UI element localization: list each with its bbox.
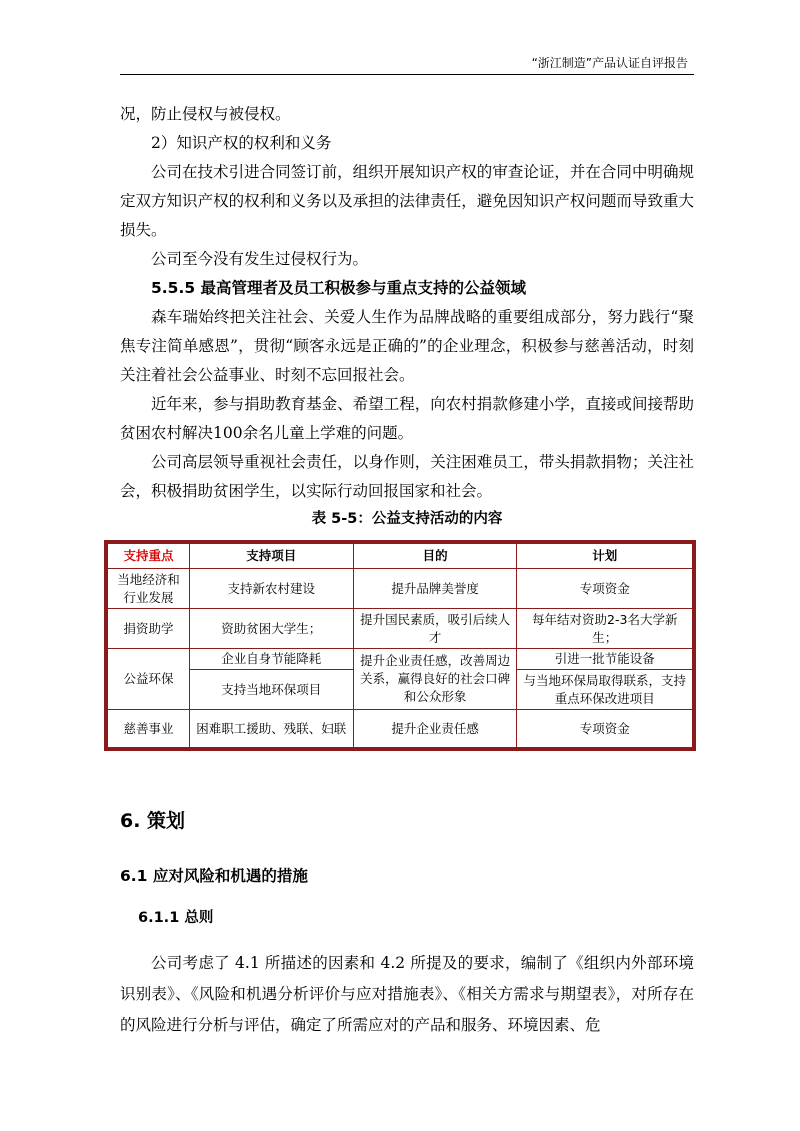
table-cell: 企业自身节能降耗 bbox=[189, 649, 353, 670]
table-cell: 困难职工援助、残联、妇联 bbox=[189, 710, 353, 748]
table-cell: 与当地环保局取得联系，支持重点环保改进项目 bbox=[517, 670, 693, 710]
main-content bbox=[120, 100, 694, 530]
paragraph: 公司至今没有发生过侵权行为。 bbox=[151, 250, 369, 268]
table-cell: 提升企业责任感 bbox=[353, 710, 517, 748]
table-cell: 专项资金 bbox=[517, 569, 693, 609]
paragraph: 公司高层领导重视社会责任，以身作则，关注困难员工，带头捐款捐物；关注社会，积极捐助贫困学生，以实际行动回报国家和社会。 bbox=[120, 453, 694, 500]
table-header-row bbox=[108, 544, 693, 569]
paragraph: 森车瑞始终把关注社会、关爱人生作为品牌战略的重要组成部分，努力践行“聚焦专注简单感恩”，贯彻“顾客永远是正确的”的企业理念，积极参与慈善活动，时刻关注着社会公益事业、时刻不忘回报社会。 bbox=[120, 308, 694, 384]
paragraph: 公司考虑了 4.1 所描述的因素和 4.2 所提及的要求，编制了《组织内外部环境识别表》、《风险和机遇分析评价与应对措施表》、《相关方需求与期望表》，对所存在的风险进行分析与评估，确定了所需应对的产品和服务、环境因素、危 bbox=[120, 954, 694, 1034]
table-cell: 支持新农村建设 bbox=[189, 569, 353, 609]
paragraph: 2）知识产权的权利和义务 bbox=[151, 134, 332, 152]
table-row bbox=[108, 609, 693, 649]
table-caption: 表 5-5：公益支持活动的内容 bbox=[311, 511, 503, 527]
paragraph: 公司在技术引进合同签订前，组织开展知识产权的审查论证，并在合同中明确规定双方知识产权的权利和义务以及承担的法律责任，避免因知识产权问题而导致重大损失。 bbox=[120, 163, 694, 239]
paragraph: 近年来，参与捐助教育基金、希望工程，向农村捐款修建小学，直接或间接帮助贫困农村解决100余名儿童上学难的问题。 bbox=[120, 395, 694, 442]
section-heading-5-5-5: 5.5.5 最高管理者及员工积极参与重点支持的公益领域 bbox=[151, 279, 527, 297]
section-heading: 6.1 应对风险和机遇的措施 bbox=[120, 867, 308, 885]
table-cell: 引进一批节能设备 bbox=[517, 649, 693, 670]
table-cell: 公益环保 bbox=[108, 649, 190, 710]
table-row bbox=[108, 710, 693, 748]
charity-table bbox=[104, 540, 696, 751]
table-row bbox=[108, 569, 693, 609]
table-header-cell: 支持重点 bbox=[108, 544, 190, 569]
table-cell: 捐资助学 bbox=[108, 609, 190, 649]
table-cell: 每年结对资助2-3名大学新生； bbox=[517, 609, 693, 649]
table-header-cell: 目的 bbox=[353, 544, 517, 569]
table-row bbox=[108, 649, 693, 670]
table-cell: 专项资金 bbox=[517, 710, 693, 748]
section6-body bbox=[120, 948, 694, 1041]
table-header-cell: 支持项目 bbox=[189, 544, 353, 569]
paragraph: 况，防止侵权与被侵权。 bbox=[120, 105, 291, 123]
table-cell: 提升国民素质，吸引后续人才 bbox=[353, 609, 517, 649]
subsection-heading: 6.1.1 总则 bbox=[138, 910, 214, 926]
table-cell: 慈善事业 bbox=[108, 710, 190, 748]
table-cell: 资助贫困大学生； bbox=[189, 609, 353, 649]
page-header-title: “浙江制造”产品认证自评报告 bbox=[531, 56, 688, 70]
table-header-cell: 计划 bbox=[517, 544, 693, 569]
header-divider bbox=[120, 74, 694, 75]
table-cell: 提升品牌美誉度 bbox=[353, 569, 517, 609]
table-cell: 提升企业责任感，改善周边关系，赢得良好的社会口碑和公众形象 bbox=[353, 649, 517, 710]
table-cell: 支持当地环保项目 bbox=[189, 670, 353, 710]
chapter-heading: 6. 策划 bbox=[120, 810, 186, 832]
table-cell: 当地经济和行业发展 bbox=[108, 569, 190, 609]
